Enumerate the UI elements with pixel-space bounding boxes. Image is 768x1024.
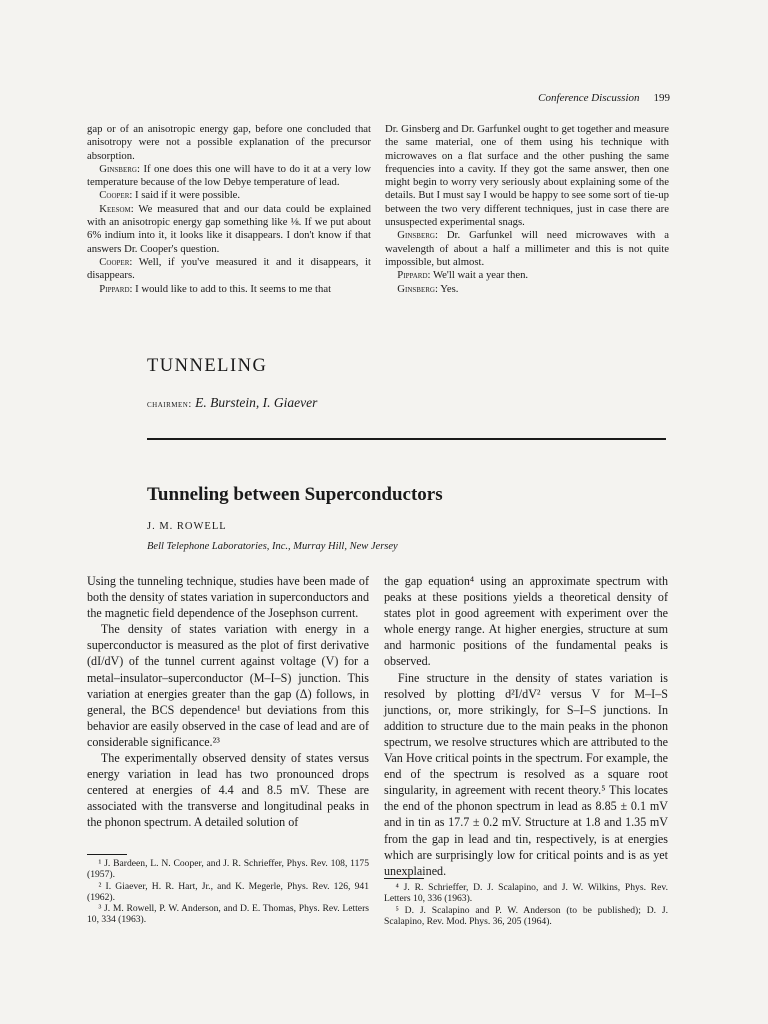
discussion-paragraph: Ginsberg: Dr. Garfunkel will need microwaves with a wavelength of about a half a millimeter and this is not quite impossible, but almost.: [385, 229, 669, 268]
speaker-name: Ginsberg:: [99, 162, 140, 175]
footnote: ⁴ J. R. Schrieffer, D. J. Scalapino, and J. W. Wilkins, Phys. Rev. Letters 10, 336 (1963).: [384, 882, 668, 905]
discussion-paragraph: Ginsberg: If one does this one will have to do it at a very low temperature because of the low Debye temperature of lead.: [87, 162, 372, 189]
discussion-paragraph: Keesom: We measured that and our data could be explained with an anisotropic energy gap something like ⅛. If we put about 6% indium into it, it looks like it disappears. I don't know if that answers Dr. Cooper's question.: [87, 202, 372, 255]
paper-title: Tunneling between Superconductors: [147, 484, 443, 505]
footnotes-left: [87, 858, 369, 926]
footnote: ¹ J. Bardeen, L. N. Cooper, and J. R. Schrieffer, Phys. Rev. 108, 1175 (1957).: [87, 858, 369, 881]
paper-author: J. M. ROWELL: [147, 521, 227, 532]
footnotes-right: [384, 882, 668, 927]
chairmen-label: chairmen:: [147, 399, 192, 410]
footnote: ³ J. M. Rowell, P. W. Anderson, and D. E. Thomas, Phys. Rev. Letters 10, 334 (1963).: [87, 903, 369, 926]
footnote: ² I. Giaever, H. R. Hart, Jr., and K. Megerle, Phys. Rev. 126, 941 (1962).: [87, 880, 369, 903]
chairmen-line: [147, 395, 317, 411]
discussion-paragraph: Cooper: I said if it were possible.: [99, 189, 241, 202]
running-head: [538, 92, 670, 104]
paper-left-column: [87, 573, 369, 831]
discussion-paragraph: Pippard: I would like to add to this. It seems to me that: [99, 282, 332, 295]
body-paragraph: the gap equation⁴ using an approximate spectrum with peaks at these positions yields a theoretical density of states plot in good agreement with experiment over the whole energy range. At higher energies, structure at sum and harmonic positions of the fundamental peaks is observed.: [384, 574, 668, 669]
discussion-paragraph: Dr. Ginsberg and Dr. Garfunkel ought to get together and measure the same material, one of them using his technique with microwaves on a flat surface and the other pushing the same frequencies into a cavity. If they got the same answer, then one might begin to worry very seriously about explaining some of the details. But I must say I would be happy to see some sort of tie-up between the two very different techniques, just in case there are unsuspected experimental snags.: [385, 123, 669, 229]
section-title: TUNNELING: [147, 356, 268, 376]
speaker-name: Cooper:: [99, 189, 133, 202]
speaker-name: Pippard:: [397, 269, 431, 282]
paper-affiliation: Bell Telephone Laboratories, Inc., Murray Hill, New Jersey: [147, 541, 398, 552]
body-paragraph: The experimentally observed density of states versus energy variation in lead has two pronounced drops centered at energies of 4.4 and 8.5 mV. These are associated with the transverse and longitudinal peaks in the phonon spectrum. A detailed solution of: [87, 751, 369, 830]
body-paragraph: The density of states variation with energy in a superconductor is measured as the plot of first derivative (dI/dV) of the tunnel current against voltage (V) for a metal–insulator–superconductor (M–I–S) junction. This variation at energies greater than the gap (Δ) follows, in general, the BCS dependence¹ but deviations from this behavior are easily observed in the case of lead and are of considerable significance.²³: [87, 622, 369, 749]
speaker-name: Cooper:: [99, 255, 133, 268]
chairmen-names: E. Burstein, I. Giaever: [195, 395, 318, 410]
discussion-paragraph: Pippard: We'll wait a year then.: [397, 269, 529, 282]
footnote: ⁵ D. J. Scalapino and P. W. Anderson (to be published); D. J. Scalapino, Rev. Mod. Phys. 36, 205 (1964).: [384, 904, 668, 927]
paper-right-column: [384, 573, 668, 879]
discussion-paragraph: Cooper: Well, if you've measured it and it disappears, it disappears.: [87, 255, 372, 282]
section-divider: [147, 438, 666, 440]
speaker-name: Ginsberg:: [397, 282, 438, 295]
discussion-left-column: [87, 123, 371, 296]
speaker-name: Pippard:: [99, 282, 133, 295]
discussion-right-column: [385, 123, 669, 296]
footnote-rule: [384, 878, 424, 879]
footnote-rule: [87, 854, 127, 855]
discussion-paragraph: Ginsberg: Yes.: [397, 282, 459, 295]
speaker-name: Ginsberg:: [397, 229, 438, 242]
running-title: Conference Discussion: [538, 92, 640, 104]
body-paragraph: Using the tunneling technique, studies have been made of both the density of states variation in superconductors and the magnetic field dependence of the Josephson current.: [87, 574, 369, 621]
speaker-name: Keesom:: [99, 202, 134, 215]
body-paragraph: Fine structure in the density of states variation is resolved by plotting d²I/dV² versus V for M–I–S junctions, or, more strikingly, for S–I–S junctions. In addition to structure due to the main peaks in the phonon spectrum, we resolve structures which are attributed to the Van Hove critical points in the spectrum. For example, the end of the spectrum is resolved as a square root singularity, in agreement with recent theory.⁵ This locates the end of the phonon spectrum in lead as 8.85 ± 0.1 mV and in tin as 17.7 ± 0.2 mV. Structure at 1.8 and 1.35 mV from the gap in lead and tin, respectively, is at energies which are surprisingly low for critical points and is as yet unexplained.: [384, 670, 668, 878]
discussion-paragraph: gap or of an anisotropic energy gap, before one concluded that anisotropy were not a possible explanation of the precursor absorption.: [87, 123, 371, 162]
page-number: 199: [653, 92, 670, 104]
